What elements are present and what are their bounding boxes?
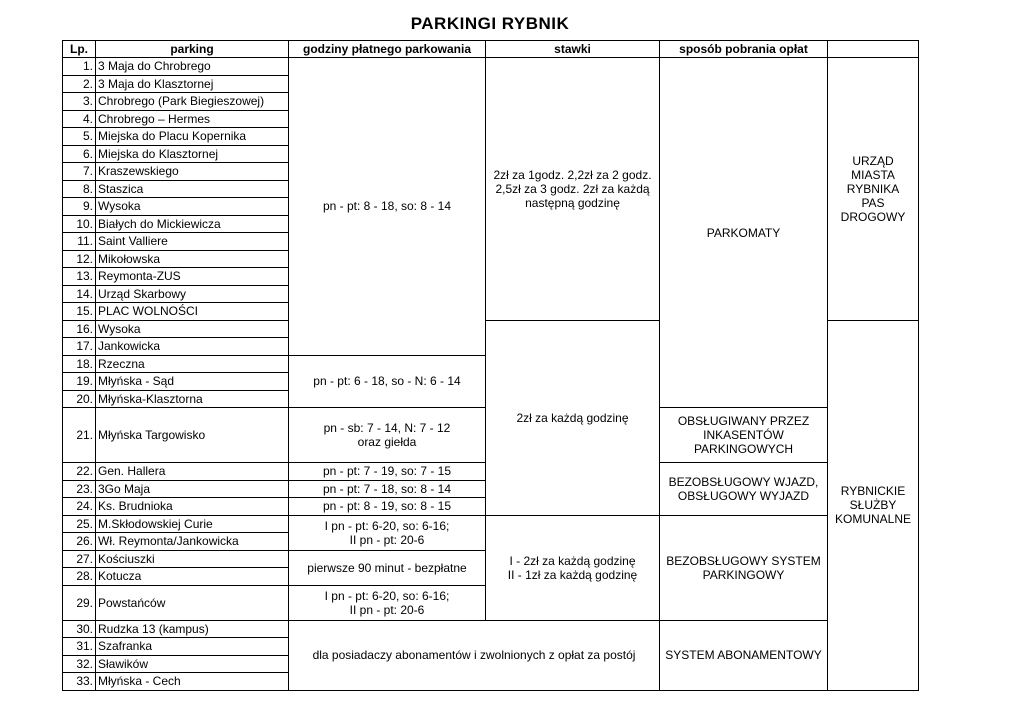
rates-line: następną godzinę [525, 195, 620, 210]
row-number: 2. [63, 75, 96, 93]
operator-line: SŁUŻBY [849, 498, 897, 512]
header-operator [828, 41, 919, 58]
parking-name: Szafranka [96, 638, 289, 656]
parking-name: Reymonta-ZUS [96, 268, 289, 286]
parking-name: Kotucza [96, 568, 289, 586]
payment-cell: SYSTEM ABONAMENTOWY [660, 620, 828, 690]
row-number: 11. [63, 233, 96, 251]
abonament-cell: dla posiadaczy abonamentów i zwolnionych z opłat za postój [289, 620, 660, 690]
row-number: 24. [63, 498, 96, 516]
row-number: 23. [63, 480, 96, 498]
parking-name: 3Go Maja [96, 480, 289, 498]
rates-line: 2zł za 1godz. 2,2zł za 2 godz. [493, 167, 652, 182]
operator-cell [828, 58, 919, 321]
row-number: 22. [63, 463, 96, 481]
payment-line: INKASENTÓW [703, 428, 784, 442]
payment-line: BEZOBSŁUGOWY SYSTEM [666, 553, 821, 568]
parking-name: Rzeczna [96, 355, 289, 373]
row-number: 7. [63, 163, 96, 181]
row-number: 27. [63, 550, 96, 568]
row-number: 17. [63, 338, 96, 356]
parking-name: Mikołowska [96, 250, 289, 268]
operator-line: URZĄD MIASTA [851, 153, 895, 182]
rates-cell: 2zł za każdą godzinę [486, 320, 660, 515]
row-number: 31. [63, 638, 96, 656]
table-row [63, 515, 919, 533]
hours-line: pn - sb: 7 - 14, N: 7 - 12 [323, 421, 451, 435]
row-number: 15. [63, 303, 96, 321]
payment-line: BEZOBSŁUGOWY WJAZD, [668, 474, 819, 489]
parking-name: Chrobrego – Hermes [96, 110, 289, 128]
row-number: 8. [63, 180, 96, 198]
hours-cell: pn - pt: 8 - 19, so: 8 - 15 [289, 498, 486, 516]
hours-cell: pn - pt: 7 - 19, so: 7 - 15 [289, 463, 486, 481]
row-number: 3. [63, 93, 96, 111]
hours-cell: pierwsze 90 minut - bezpłatne [289, 550, 486, 585]
parking-name: Wysoka [96, 198, 289, 216]
header-rates: stawki [486, 41, 660, 58]
row-number: 33. [63, 673, 96, 691]
parking-name: Gen. Hallera [96, 463, 289, 481]
table-row [63, 620, 919, 638]
hours-cell: pn - pt: 6 - 18, so - N: 6 - 14 [289, 355, 486, 408]
hours-cell [289, 515, 486, 550]
row-number: 12. [63, 250, 96, 268]
parking-name: Młyńska - Sąd [96, 373, 289, 391]
operator-cell [828, 320, 919, 690]
operator-line: PAS DROGOWY [840, 195, 906, 224]
parking-name: Staszica [96, 180, 289, 198]
row-number: 32. [63, 655, 96, 673]
header-hours: godziny płatnego parkowania [289, 41, 486, 58]
parking-name: Powstańców [96, 585, 289, 620]
parking-name: Kraszewskiego [96, 163, 289, 181]
parking-name: Miejska do Placu Kopernika [96, 128, 289, 146]
operator-line: RYBNICKIE [840, 484, 906, 498]
parking-name: Młyńska-Klasztorna [96, 390, 289, 408]
hours-cell [289, 408, 486, 463]
parking-name: 3 Maja do Klasztornej [96, 75, 289, 93]
parking-name: Wł. Reymonta/Jankowicka [96, 533, 289, 551]
payment-line: PARKINGOWYCH [693, 442, 794, 456]
rates-line: I - 2zł za każdą godzinę [509, 553, 636, 568]
row-number: 9. [63, 198, 96, 216]
parking-name: Ks. Brudnioka [96, 498, 289, 516]
parking-name: Białych do Mickiewicza [96, 215, 289, 233]
parking-name: PLAC WOLNOŚCI [96, 303, 289, 321]
row-number: 5. [63, 128, 96, 146]
table-row [63, 58, 919, 76]
header-payment: sposób pobrania opłat [660, 41, 828, 58]
operator-line: KOMUNALNE [834, 512, 911, 526]
header-parking: parking [96, 41, 289, 58]
payment-cell [660, 463, 828, 516]
parking-name: Młyńska Targowisko [96, 408, 289, 463]
row-number: 6. [63, 145, 96, 163]
payment-cell [660, 515, 828, 620]
hours-line: I pn - pt: 6-20, so: 6-16; [324, 518, 450, 533]
parking-name: Rudzka 13 (kampus) [96, 620, 289, 638]
parking-name: Miejska do Klasztornej [96, 145, 289, 163]
parking-name: Młyńska - Cech [96, 673, 289, 691]
row-number: 29. [63, 585, 96, 620]
row-number: 10. [63, 215, 96, 233]
parking-name: Wysoka [96, 320, 289, 338]
parking-table [62, 40, 919, 691]
payment-cell: PARKOMATY [660, 58, 828, 408]
row-number: 14. [63, 285, 96, 303]
row-number: 25. [63, 515, 96, 533]
hours-cell [289, 585, 486, 620]
page-title: PARKINGI RYBNIK [410, 14, 570, 33]
parking-name: M.Skłodowskiej Curie [96, 515, 289, 533]
hours-cell: pn - pt: 8 - 18, so: 8 - 14 [289, 58, 486, 356]
parking-name: Saint Valliere [96, 233, 289, 251]
parking-name: Urząd Skarbowy [96, 285, 289, 303]
hours-line: oraz giełda [357, 435, 417, 449]
row-number: 20. [63, 390, 96, 408]
payment-cell [660, 408, 828, 463]
hours-line: I pn - pt: 6-20, so: 6-16; [324, 588, 450, 603]
parking-name: 3 Maja do Chrobrego [96, 58, 289, 76]
parking-name: Kościuszki [96, 550, 289, 568]
row-number: 13. [63, 268, 96, 286]
hours-line: II pn - pt: 20-6 [349, 602, 425, 617]
row-number: 28. [63, 568, 96, 586]
payment-line: PARKINGOWY [702, 567, 785, 582]
payment-line: OBSŁUGOWY WYJAZD [677, 488, 810, 503]
hours-cell: pn - pt: 7 - 18, so: 8 - 14 [289, 480, 486, 498]
header-row [63, 41, 919, 58]
rates-line: 2,5zł za 3 godz. 2zł za każdą [495, 181, 650, 196]
rates-cell [486, 58, 660, 321]
row-number: 21. [63, 408, 96, 463]
parking-name: Sławików [96, 655, 289, 673]
hours-line: II pn - pt: 20-6 [349, 532, 425, 547]
row-number: 18. [63, 355, 96, 373]
parking-name: Jankowicka [96, 338, 289, 356]
header-lp: Lp. [63, 41, 96, 58]
operator-line: RYBNIKA [846, 181, 900, 196]
row-number: 16. [63, 320, 96, 338]
row-number: 30. [63, 620, 96, 638]
payment-line: OBSŁUGIWANY PRZEZ [677, 414, 810, 428]
rates-cell [486, 515, 660, 620]
row-number: 1. [63, 58, 96, 76]
row-number: 19. [63, 373, 96, 391]
rates-line: II - 1zł za każdą godzinę [507, 567, 638, 582]
parking-name: Chrobrego (Park Biegieszowej) [96, 93, 289, 111]
row-number: 26. [63, 533, 96, 551]
row-number: 4. [63, 110, 96, 128]
